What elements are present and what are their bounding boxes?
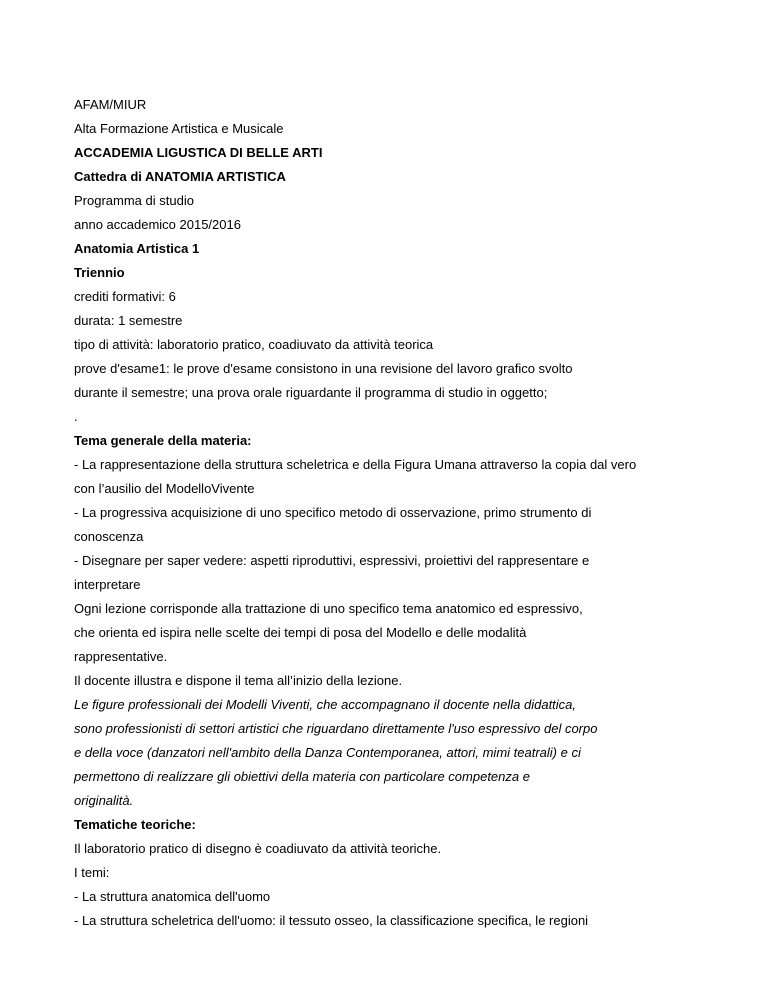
text-line: che orienta ed ispira nelle scelte dei tempi di posa del Modello e delle modalità [74,625,527,640]
course-level: Triennio [74,265,125,280]
text-line: conoscenza [74,529,144,544]
text-line: . [74,409,78,424]
course-title: Anatomia Artistica 1 [74,241,200,256]
chair-heading: Cattedra di ANATOMIA ARTISTICA [74,169,286,184]
text-line: anno accademico 2015/2016 [74,217,241,232]
italic-line: sono professionisti di settori artistici che riguardano direttamente l'uso espressivo del corpo [74,721,598,736]
italic-line: permettono di realizzare gli obiettivi della materia con particolare competenza e [74,769,530,784]
text-line: AFAM/MIUR [74,97,147,112]
text-line: durante il semestre; una prova orale riguardante il programma di studio in oggetto; [74,385,548,400]
text-line: rappresentative. [74,649,168,664]
document-body [74,93,734,933]
italic-line: e della voce (danzatori nell'ambito della Danza Contemporanea, attori, mimi teatrali) e ci [74,745,581,760]
text-line: Ogni lezione corrisponde alla trattazione di uno specifico tema anatomico ed espressivo, [74,601,583,616]
institution-heading: ACCADEMIA LIGUSTICA DI BELLE ARTI [74,145,323,160]
text-line: Il docente illustra e dispone il tema all’inizio della lezione. [74,673,403,688]
text-line: crediti formativi: 6 [74,289,176,304]
section-heading: Tematiche teoriche: [74,817,196,832]
text-line: - La rappresentazione della struttura scheletrica e della Figura Umana attraverso la copia dal vero [74,457,637,472]
text-line: durata: 1 semestre [74,313,183,328]
text-line: Alta Formazione Artistica e Musicale [74,121,284,136]
italic-line: Le figure professionali dei Modelli Viventi, che accompagnano il docente nella didattica, [74,697,577,712]
text-line: con l’ausilio del ModelloVivente [74,481,255,496]
text-line: interpretare [74,577,141,592]
section-heading: Tema generale della materia: [74,433,252,448]
text-line: Programma di studio [74,193,194,208]
italic-line: originalità. [74,793,134,808]
text-line: - La progressiva acquisizione di uno specifico metodo di osservazione, primo strumento di [74,505,592,520]
text-line: - La struttura scheletrica dell'uomo: il tessuto osseo, la classificazione specifica, le regioni [74,913,589,928]
text-line: tipo di attività: laboratorio pratico, coadiuvato da attività teorica [74,337,434,352]
text-line: - Disegnare per saper vedere: aspetti riproduttivi, espressivi, proiettivi del rappresentare e [74,553,590,568]
text-line: Il laboratorio pratico di disegno è coadiuvato da attività teoriche. [74,841,442,856]
text-line: - La struttura anatomica dell'uomo [74,889,271,904]
text-line: prove d'esame1: le prove d'esame consistono in una revisione del lavoro grafico svolto [74,361,573,376]
text-line: I temi: [74,865,110,880]
